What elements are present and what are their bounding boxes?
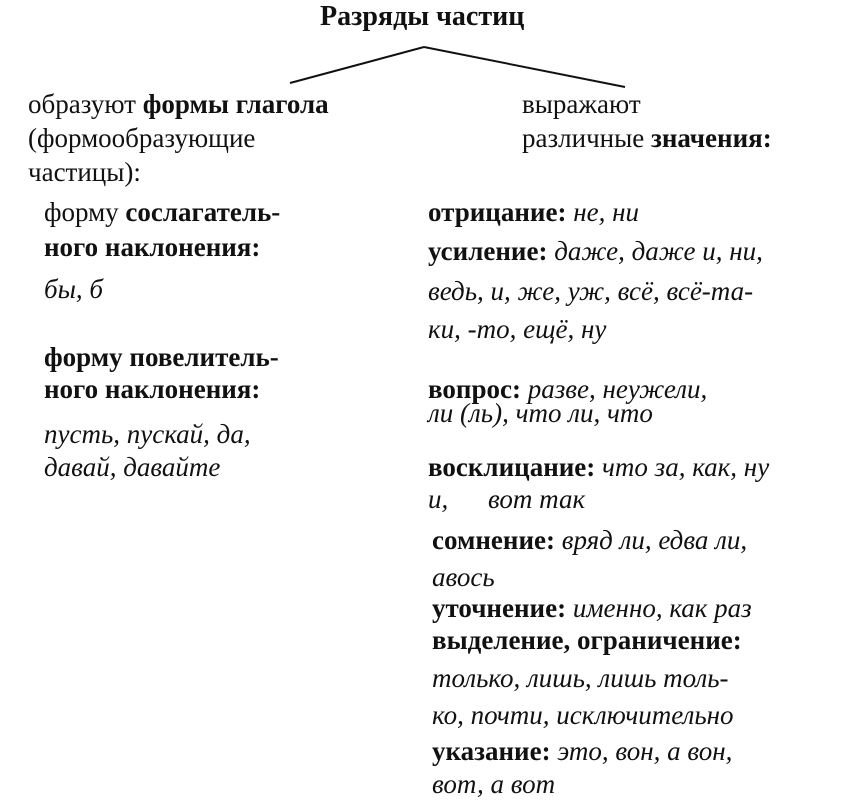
subjunctive-line1: [44, 197, 280, 227]
question-label: вопрос:: [428, 374, 521, 404]
imperative-examples2: давай, давайте: [44, 452, 221, 482]
intensification-examples3: ки, -то, ещё, ну: [428, 314, 607, 344]
left-heading-line2: (формообразующие: [28, 123, 256, 153]
exclamation-examples2b: вот так: [488, 484, 586, 514]
left-heading-line3: частицы):: [28, 157, 141, 187]
branch-line-left: [290, 47, 424, 83]
exclamation-examples1: что за, как, ну: [595, 452, 770, 482]
indication-line1: [432, 736, 732, 766]
clarification-examples: именно, как раз: [566, 593, 752, 623]
negation-label: отрицание:: [428, 197, 567, 227]
doubt-examples1: вряд ли, едва ли,: [555, 525, 748, 555]
doubt-examples2: авось: [432, 562, 495, 592]
indication-examples1: это, вон, а вон,: [550, 736, 733, 766]
clarification-label: уточнение:: [432, 593, 567, 623]
left-heading-line1: [28, 89, 329, 119]
exclamation-label: восклицание:: [428, 452, 596, 482]
right-heading-line1: выражают: [522, 89, 641, 119]
subjunctive-bold1: сослагатель-: [125, 197, 281, 227]
subjunctive-prefix: форму: [44, 197, 126, 227]
question-examples2: ли (ль), что ли, что: [428, 398, 653, 428]
indication-label: указание:: [432, 736, 551, 766]
intensification-examples1: даже, даже и, ни,: [547, 236, 763, 266]
indication-examples2: вот, а вот: [432, 769, 556, 799]
restriction-label: выделение, ограничение:: [432, 625, 742, 655]
intensification-examples2: ведь, и, же, уж, всё, всё-та-: [428, 276, 754, 306]
restriction-examples2: ко, почти, исключительно: [432, 700, 734, 730]
subjunctive-examples: бы, б: [44, 274, 103, 304]
page-title: Разряды частиц: [320, 1, 525, 32]
negation-examples: не, ни: [566, 197, 639, 227]
left-heading-prefix: образуют: [28, 89, 143, 119]
imperative-examples1: пусть, пускай, да,: [44, 419, 251, 449]
question-examples1: разве, неужели,: [520, 374, 708, 404]
right-heading-prefix: различные: [522, 123, 651, 153]
imperative-line2: ного наклонения:: [44, 374, 261, 404]
clarification-line: [432, 593, 752, 623]
right-heading-bold: значения:: [650, 123, 772, 153]
intensification-line1: [428, 236, 763, 266]
exclamation-line1: [428, 452, 769, 482]
negation-line: [428, 197, 639, 227]
right-heading-line2: [522, 123, 772, 153]
subjunctive-line2: ного наклонения:: [44, 232, 261, 262]
doubt-line1: [432, 525, 747, 555]
intensification-label: усиление:: [428, 236, 548, 266]
imperative-line1: форму повелитель-: [44, 342, 279, 372]
doubt-label: сомнение:: [432, 525, 555, 555]
left-heading-bold: формы глагола: [142, 89, 329, 119]
branch-line-right: [424, 47, 625, 87]
restriction-examples1: только, лишь, лишь толь-: [432, 663, 729, 693]
exclamation-examples2a: и,: [428, 484, 449, 514]
